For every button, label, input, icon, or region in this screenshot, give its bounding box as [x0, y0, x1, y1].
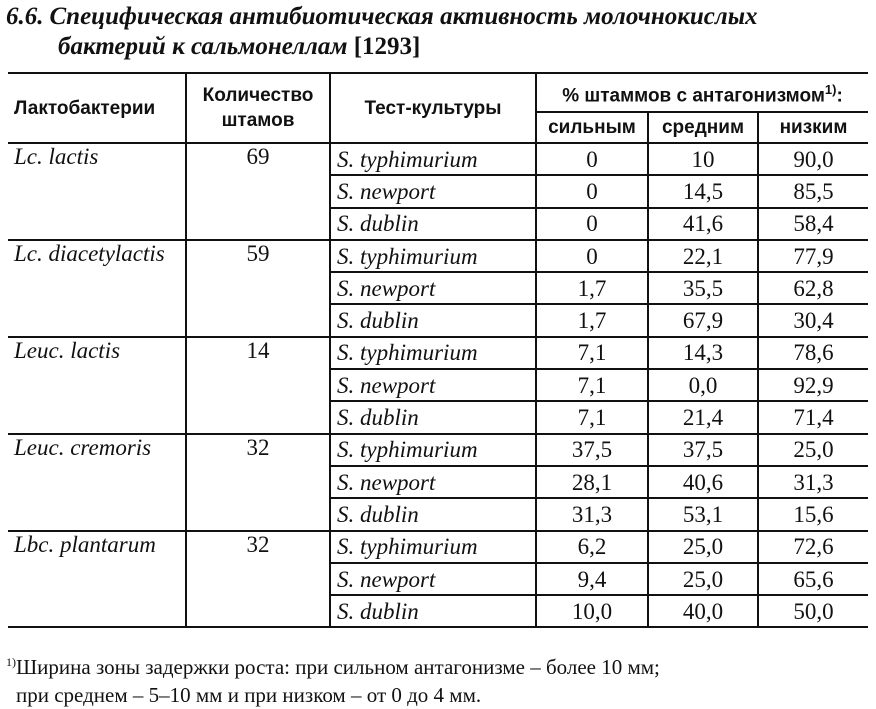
cell-low: 90,0 [758, 143, 868, 175]
table-header [8, 73, 868, 143]
cell-medium: 10 [648, 143, 758, 175]
cell-low: 92,9 [758, 369, 868, 401]
cell-bacterium: Leuc. lactis [8, 337, 186, 434]
cell-medium: 14,3 [648, 337, 758, 369]
cell-strain-count: 59 [186, 240, 330, 337]
data-table [8, 72, 868, 628]
cell-bacterium: Lc. lactis [8, 143, 186, 240]
cell-medium: 67,9 [648, 304, 758, 336]
cell-strain-count: 32 [186, 531, 330, 628]
cell-low: 15,6 [758, 498, 868, 530]
caption-line-2 [6, 32, 866, 62]
footnote-line-2: при среднем – 5–10 мм и при низком – от 0 до 4 мм. [16, 683, 482, 707]
cell-low: 77,9 [758, 240, 868, 272]
cell-test-culture: S. typhimurium [330, 240, 536, 272]
header-medium: средним [648, 112, 758, 143]
cell-strong: 6,2 [536, 531, 648, 563]
cell-medium: 25,0 [648, 563, 758, 595]
cell-low: 78,6 [758, 337, 868, 369]
header-strain-count-line-1: Количество [202, 85, 314, 106]
cell-test-culture: S. typhimurium [330, 143, 536, 175]
table-row [8, 337, 868, 369]
cell-test-culture: S. typhimurium [330, 531, 536, 563]
header-low: низким [758, 112, 868, 143]
cell-medium: 21,4 [648, 401, 758, 433]
cell-test-culture: S. newport [330, 175, 536, 207]
cell-low: 71,4 [758, 401, 868, 433]
cell-strong: 1,7 [536, 272, 648, 304]
header-antagonism-label: % штаммов с антагонизмом [562, 85, 825, 107]
cell-test-culture: S. newport [330, 369, 536, 401]
cell-bacterium: Leuc. cremoris [8, 434, 186, 531]
cell-test-culture: S. newport [330, 563, 536, 595]
cell-medium: 40,0 [648, 595, 758, 627]
table-row [8, 531, 868, 563]
cell-medium: 41,6 [648, 208, 758, 240]
cell-medium: 14,5 [648, 175, 758, 207]
footnote [6, 648, 866, 709]
caption-title-line-2: бактерий к сальмонеллам [58, 33, 348, 60]
cell-low: 72,6 [758, 531, 868, 563]
cell-low: 25,0 [758, 434, 868, 466]
cell-low: 58,4 [758, 208, 868, 240]
header-footnote-mark: 1) [824, 81, 837, 97]
cell-strong: 0 [536, 208, 648, 240]
cell-bacterium: Lc. diacetylactis [8, 240, 186, 337]
cell-medium: 0,0 [648, 369, 758, 401]
cell-strong: 1,7 [536, 304, 648, 336]
cell-strong: 31,3 [536, 498, 648, 530]
table-row [8, 434, 868, 466]
cell-strain-count: 14 [186, 337, 330, 434]
header-strain-count-line-2: штамов [221, 110, 295, 131]
cell-strain-count: 32 [186, 434, 330, 531]
cell-low: 30,4 [758, 304, 868, 336]
footnote-line-1 [6, 648, 866, 681]
cell-test-culture: S. newport [330, 466, 536, 498]
cell-low: 65,6 [758, 563, 868, 595]
cell-test-culture: S. dublin [330, 401, 536, 433]
cell-low: 85,5 [758, 175, 868, 207]
cell-strain-count: 69 [186, 143, 330, 240]
caption-number: 6.6. [6, 3, 44, 30]
cell-strong: 0 [536, 143, 648, 175]
cell-low: 62,8 [758, 272, 868, 304]
caption-line-1 [6, 2, 866, 32]
cell-test-culture: S. typhimurium [330, 337, 536, 369]
cell-strong: 7,1 [536, 337, 648, 369]
cell-strong: 7,1 [536, 401, 648, 433]
header-test-cultures: Тест-культуры [330, 73, 536, 143]
cell-test-culture: S. dublin [330, 498, 536, 530]
cell-test-culture: S. dublin [330, 595, 536, 627]
header-strong: сильным [536, 112, 648, 143]
cell-bacterium: Lbc. plantarum [8, 531, 186, 628]
caption-reference: [1293] [353, 33, 421, 60]
cell-test-culture: S. dublin [330, 304, 536, 336]
header-antagonism-group [536, 73, 868, 112]
table-caption [6, 2, 866, 62]
cell-strong: 10,0 [536, 595, 648, 627]
cell-strong: 9,4 [536, 563, 648, 595]
caption-title-line-1: Специфическая антибиотическая активность молочнокислых [49, 3, 758, 30]
table-row [8, 143, 868, 175]
cell-test-culture: S. dublin [330, 208, 536, 240]
cell-medium: 53,1 [648, 498, 758, 530]
cell-strong: 28,1 [536, 466, 648, 498]
cell-strong: 7,1 [536, 369, 648, 401]
cell-medium: 22,1 [648, 240, 758, 272]
cell-strong: 0 [536, 175, 648, 207]
footnote-mark: 1) [6, 655, 16, 669]
cell-test-culture: S. typhimurium [330, 434, 536, 466]
header-strain-count [186, 73, 330, 143]
cell-medium: 25,0 [648, 531, 758, 563]
cell-medium: 37,5 [648, 434, 758, 466]
footnote-text-1: Ширина зоны задержки роста: при сильном антагонизме – более 10 мм; [16, 655, 660, 679]
table-body [8, 143, 868, 627]
cell-medium: 40,6 [648, 466, 758, 498]
cell-low: 31,3 [758, 466, 868, 498]
header-bacteria: Лактобактерии [8, 73, 186, 143]
cell-test-culture: S. newport [330, 272, 536, 304]
cell-strong: 37,5 [536, 434, 648, 466]
table-row [8, 240, 868, 272]
cell-strong: 0 [536, 240, 648, 272]
cell-medium: 35,5 [648, 272, 758, 304]
header-antagonism-colon: : [836, 85, 843, 107]
cell-low: 50,0 [758, 595, 868, 627]
